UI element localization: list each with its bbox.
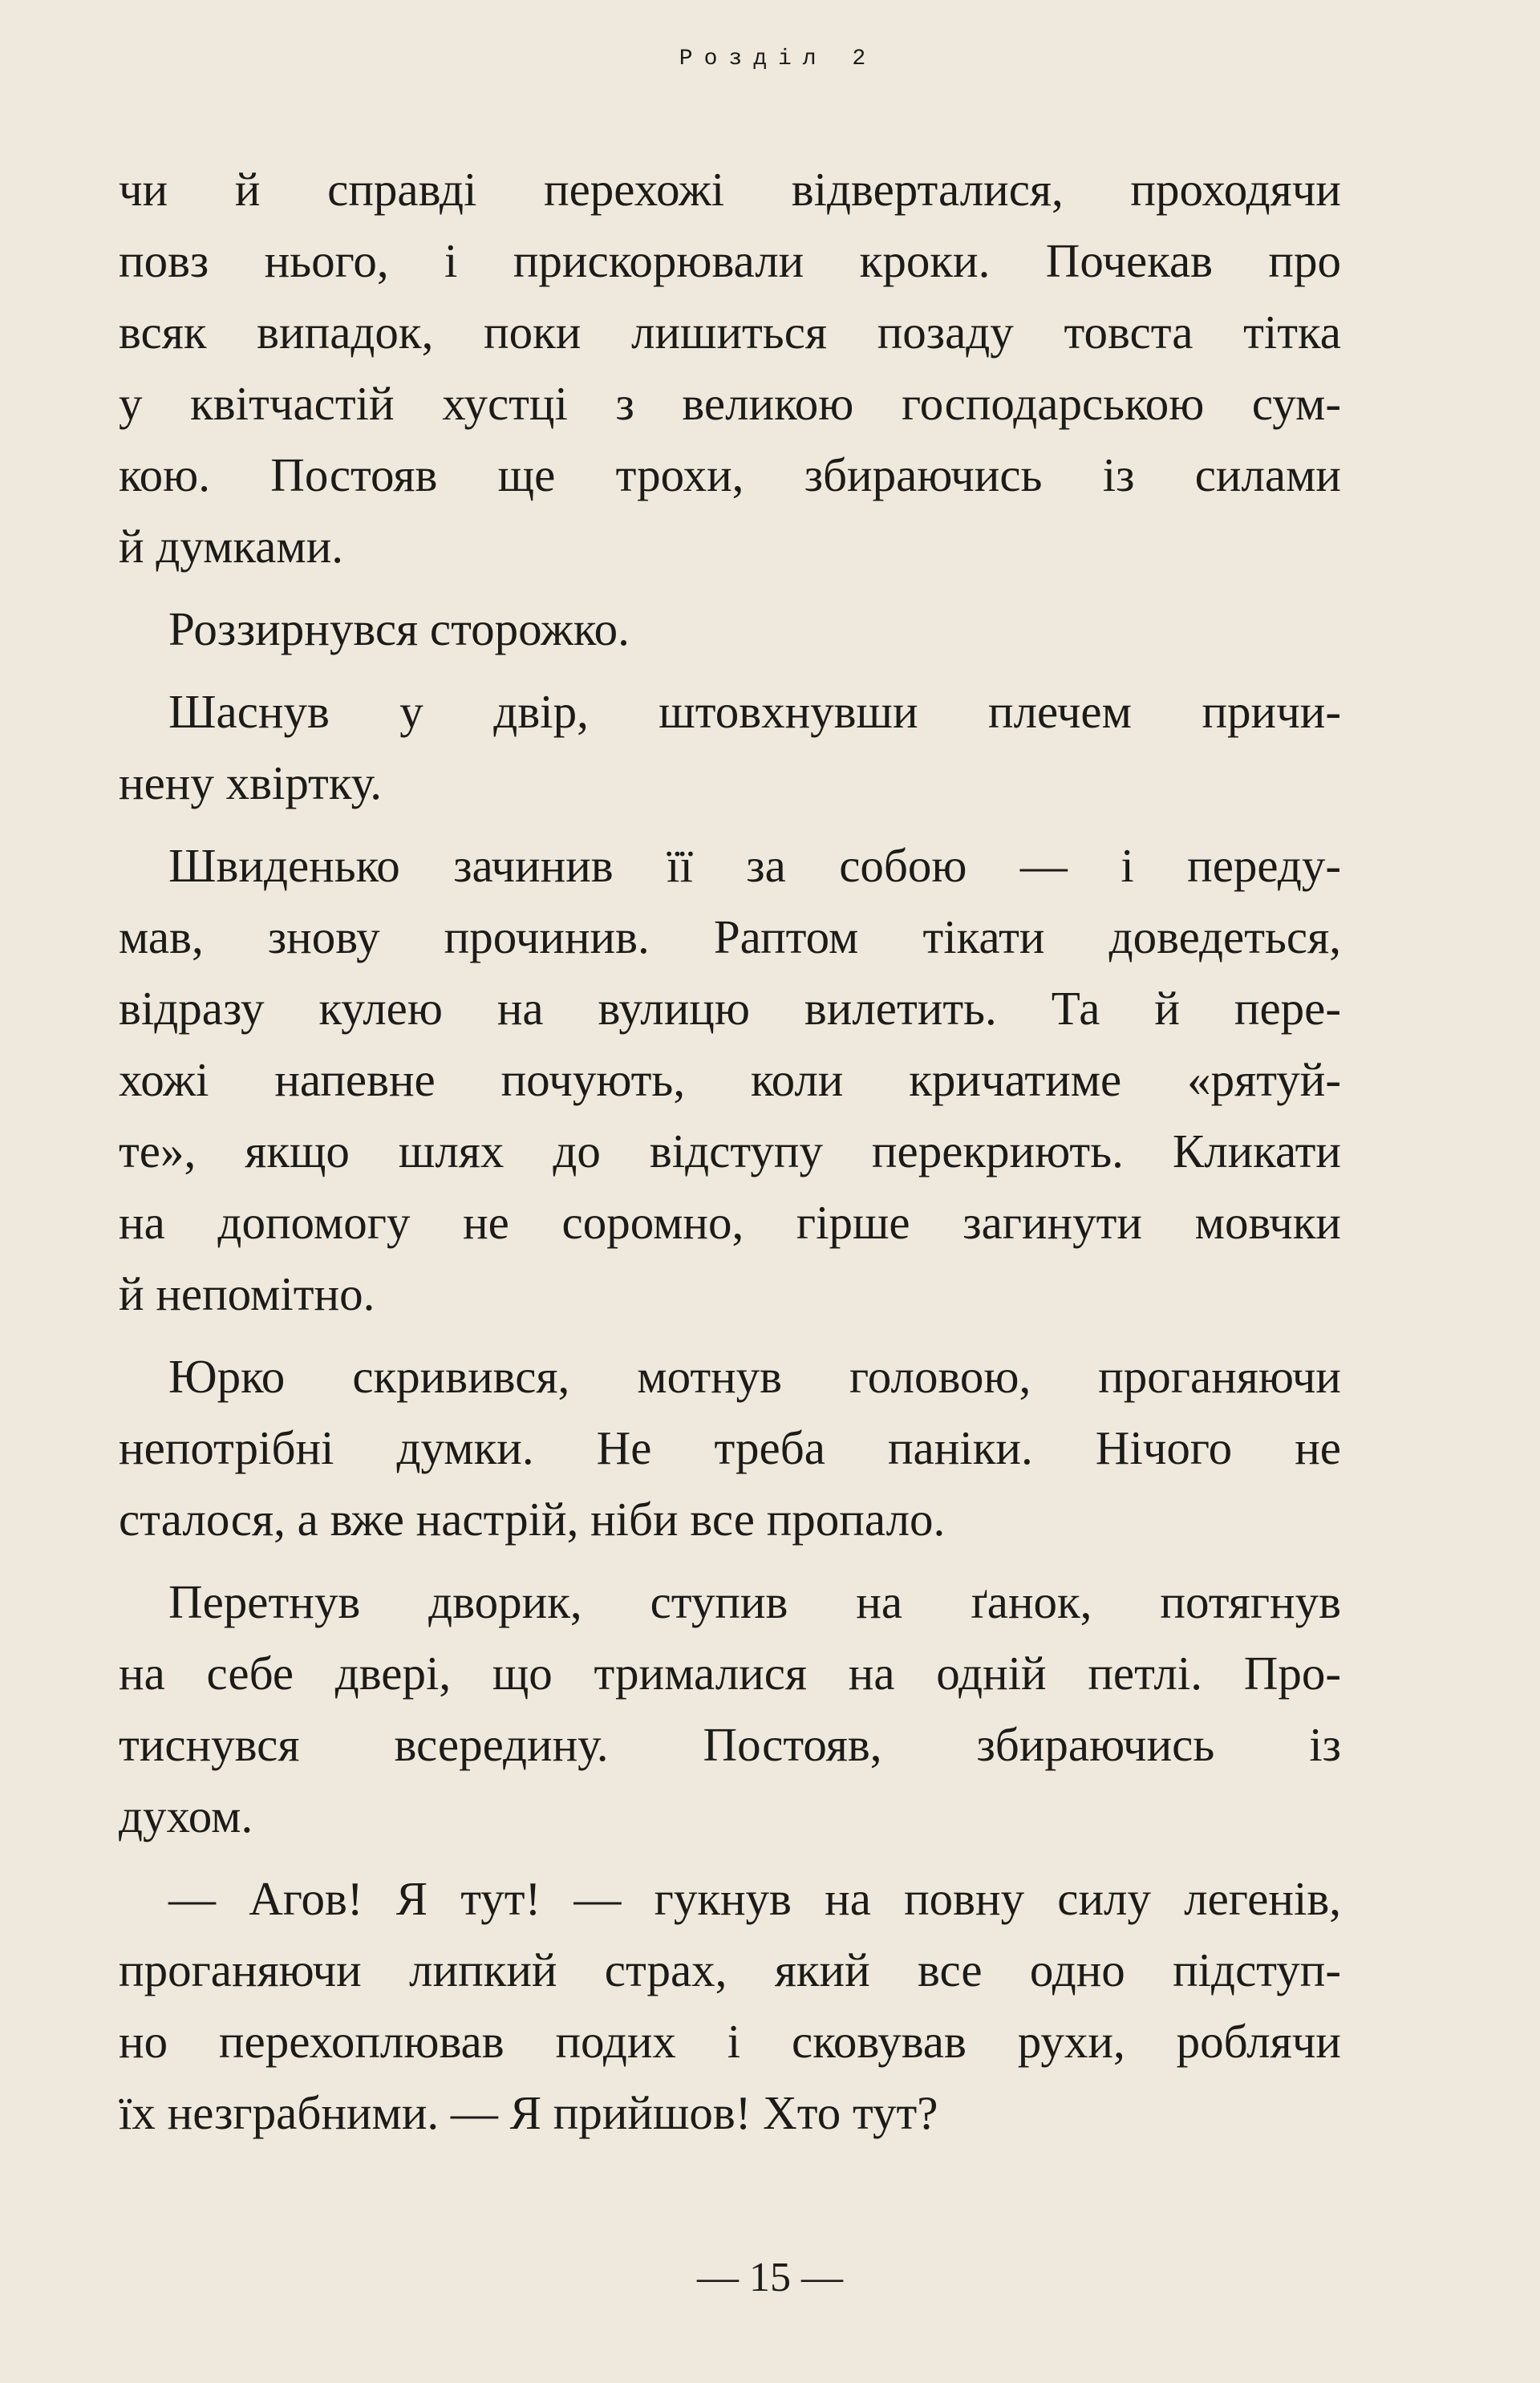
text-line: духом.: [119, 1789, 253, 1842]
text-line: мав, знову прочинив. Раптом тікати доведеться,: [119, 910, 1341, 963]
text-line: на себе двері, що трималися на одній петлі. Про-: [119, 1647, 1341, 1700]
paragraph: [119, 1863, 1341, 2149]
text-line: й непомітно.: [119, 1267, 375, 1320]
text-line: Юрко скривився, мотнув головою, проганяючи: [168, 1350, 1341, 1403]
text-line: всяк випадок, поки лишиться позаду товста тітка: [119, 306, 1341, 359]
paragraph: [119, 830, 1341, 1330]
text-line: відразу кулею на вулицю вилетить. Та й пере-: [119, 982, 1341, 1035]
text-line: нену хвіртку.: [119, 756, 383, 809]
text-line: Шаснув у двір, штовхнувши плечем причи-: [168, 685, 1341, 738]
paragraph: [119, 1341, 1341, 1555]
text-line: їх незграбними. — Я прийшов! Хто тут?: [119, 2086, 938, 2139]
paragraph: [119, 676, 1341, 819]
paragraph: [119, 594, 1341, 665]
text-line: Швиденько зачинив її за собою — і переду-: [168, 839, 1341, 892]
text-line: у квітчастій хустці з великою господарською сум-: [119, 377, 1341, 430]
paragraph: [119, 1566, 1341, 1852]
text-line: й думками.: [119, 520, 344, 573]
page-number: — 15 —: [697, 2255, 843, 2300]
text-line: сталося, а вже настрій, ніби все пропало.: [119, 1493, 946, 1546]
text-line: повз нього, і прискорювали кроки. Почекав про: [119, 234, 1341, 287]
text-line: тиснувся всередину. Постояв, збираючись із: [119, 1718, 1341, 1771]
text-line: непотрібні думки. Не треба паніки. Нічого не: [119, 1421, 1341, 1474]
text-line: но перехоплював подих і сковував рухи, роблячи: [119, 2015, 1341, 2068]
text-line: проганяючи липкий страх, який все одно підступ-: [119, 1943, 1341, 1996]
text-line: те», якщо шлях до відступу перекриють. Кликати: [119, 1125, 1341, 1177]
text-line: на допомогу не соромно, гірше загинути мовчки: [119, 1196, 1341, 1249]
text-line: чи й справді перехожі відверталися, проходячи: [119, 163, 1341, 216]
running-header: Розділ 2: [679, 47, 877, 71]
page-body-text: [119, 154, 1341, 2160]
text-line: Перетнув дворик, ступив на ґанок, потягнув: [168, 1575, 1341, 1628]
text-line: кою. Постояв ще трохи, збираючись із силами: [119, 448, 1341, 501]
text-line: Роззирнувся сторожко.: [168, 602, 630, 655]
text-line: хожі напевне почують, коли кричатиме «рятуй-: [119, 1053, 1341, 1106]
paragraph: [119, 154, 1341, 582]
text-line: — Агов! Я тут! — гукнув на повну силу легенів,: [168, 1872, 1341, 1925]
